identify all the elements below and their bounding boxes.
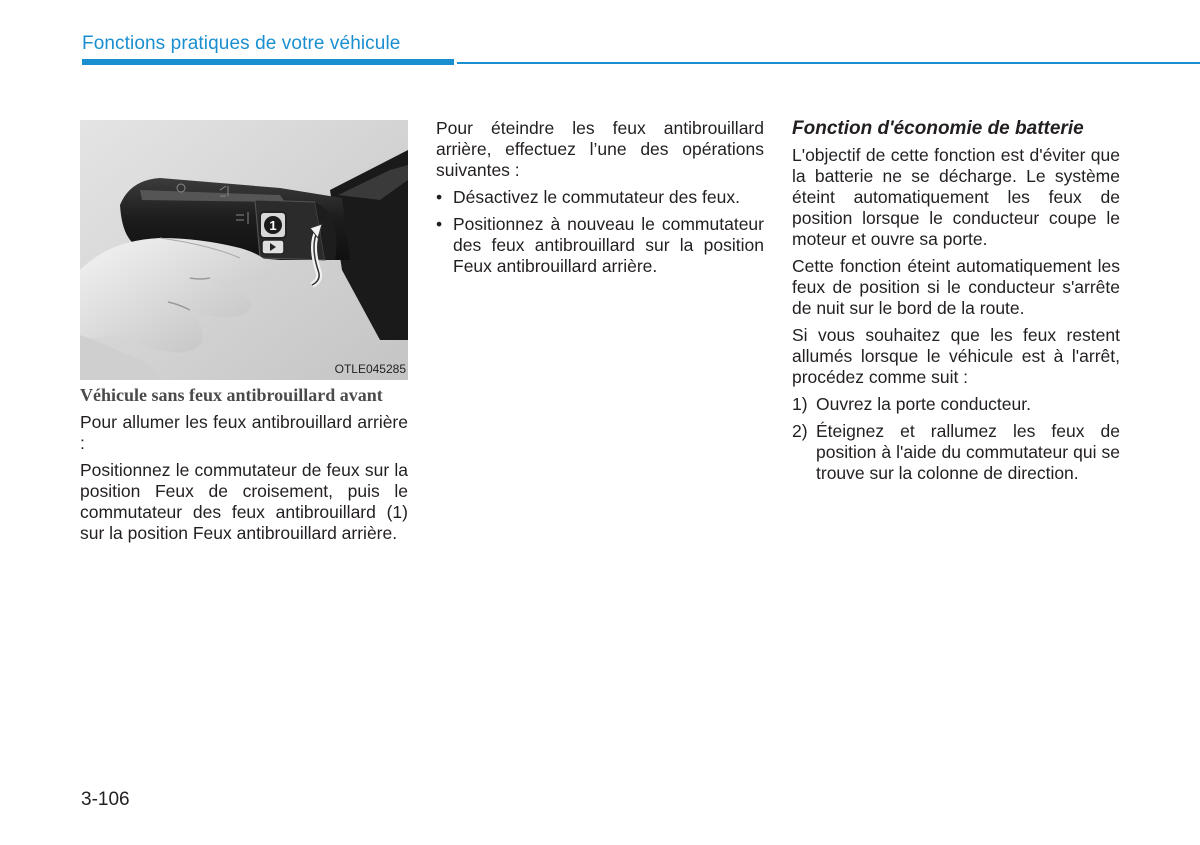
header-rule-thin [457,62,1200,64]
header-rule-thick [82,59,454,65]
list-item-text: Positionnez à nouveau le commutateur des feux antibrouillard sur la position Feux antibrouillard arrière. [453,214,764,276]
bullet-mark: • [436,187,443,207]
bullet-list [436,187,764,277]
paragraph-intro: Pour éteindre les feux antibrouillard arrière, effectuez l’une des opérations suivantes : [436,118,764,180]
bullet-mark: • [436,214,443,234]
figure-callout: 1 [269,218,277,233]
paragraph: Positionnez le commutateur de feux sur la position Feux de croisement, puis le commutateur des feux antibrouillard (1) sur la position Feux antibrouillard arrière. [80,460,408,543]
paragraph: Si vous souhaitez que les feux restent allumés lorsque le véhicule est à l'arrêt, procédez comme suit : [792,325,1120,387]
list-item [436,187,764,208]
paragraph: Cette fonction éteint automatiquement les feux de position si le conducteur s'arrête de nuit sur le bord de la route. [792,256,1120,318]
header-title: Fonctions pratiques de votre véhicule [82,33,401,54]
light-switch-illustration [80,120,408,380]
list-item [792,394,1120,415]
section-title: Fonction d'économie de batterie [792,118,1084,139]
column-2 [436,118,764,283]
step-text: Ouvrez la porte conducteur. [816,394,1031,414]
list-item [436,214,764,277]
list-item-text: Désactivez le commutateur des feux. [453,187,740,207]
figure-light-switch [80,120,408,380]
subheading-no-front-fog: Véhicule sans feux antibrouillard avant [80,385,383,405]
page-number: 3-106 [81,789,130,810]
column-3 [792,118,1120,490]
figure-code: OTLE045285 [334,362,406,376]
step-text: Éteignez et rallumez les feux de position à l'aide du commutateur qui se trouve sur la colonne de direction. [816,421,1120,483]
step-number: 2) [792,421,808,441]
paragraph: Pour allumer les feux antibrouillard arrière : [80,412,408,453]
column-1 [80,385,408,550]
step-number: 1) [792,394,808,414]
steps-list [792,394,1120,484]
paragraph: L'objectif de cette fonction est d'éviter que la batterie ne se décharge. Le système éteint automatiquement les feux de position lorsque le conducteur coupe le moteur et ouvre sa porte. [792,145,1120,249]
list-item [792,421,1120,484]
